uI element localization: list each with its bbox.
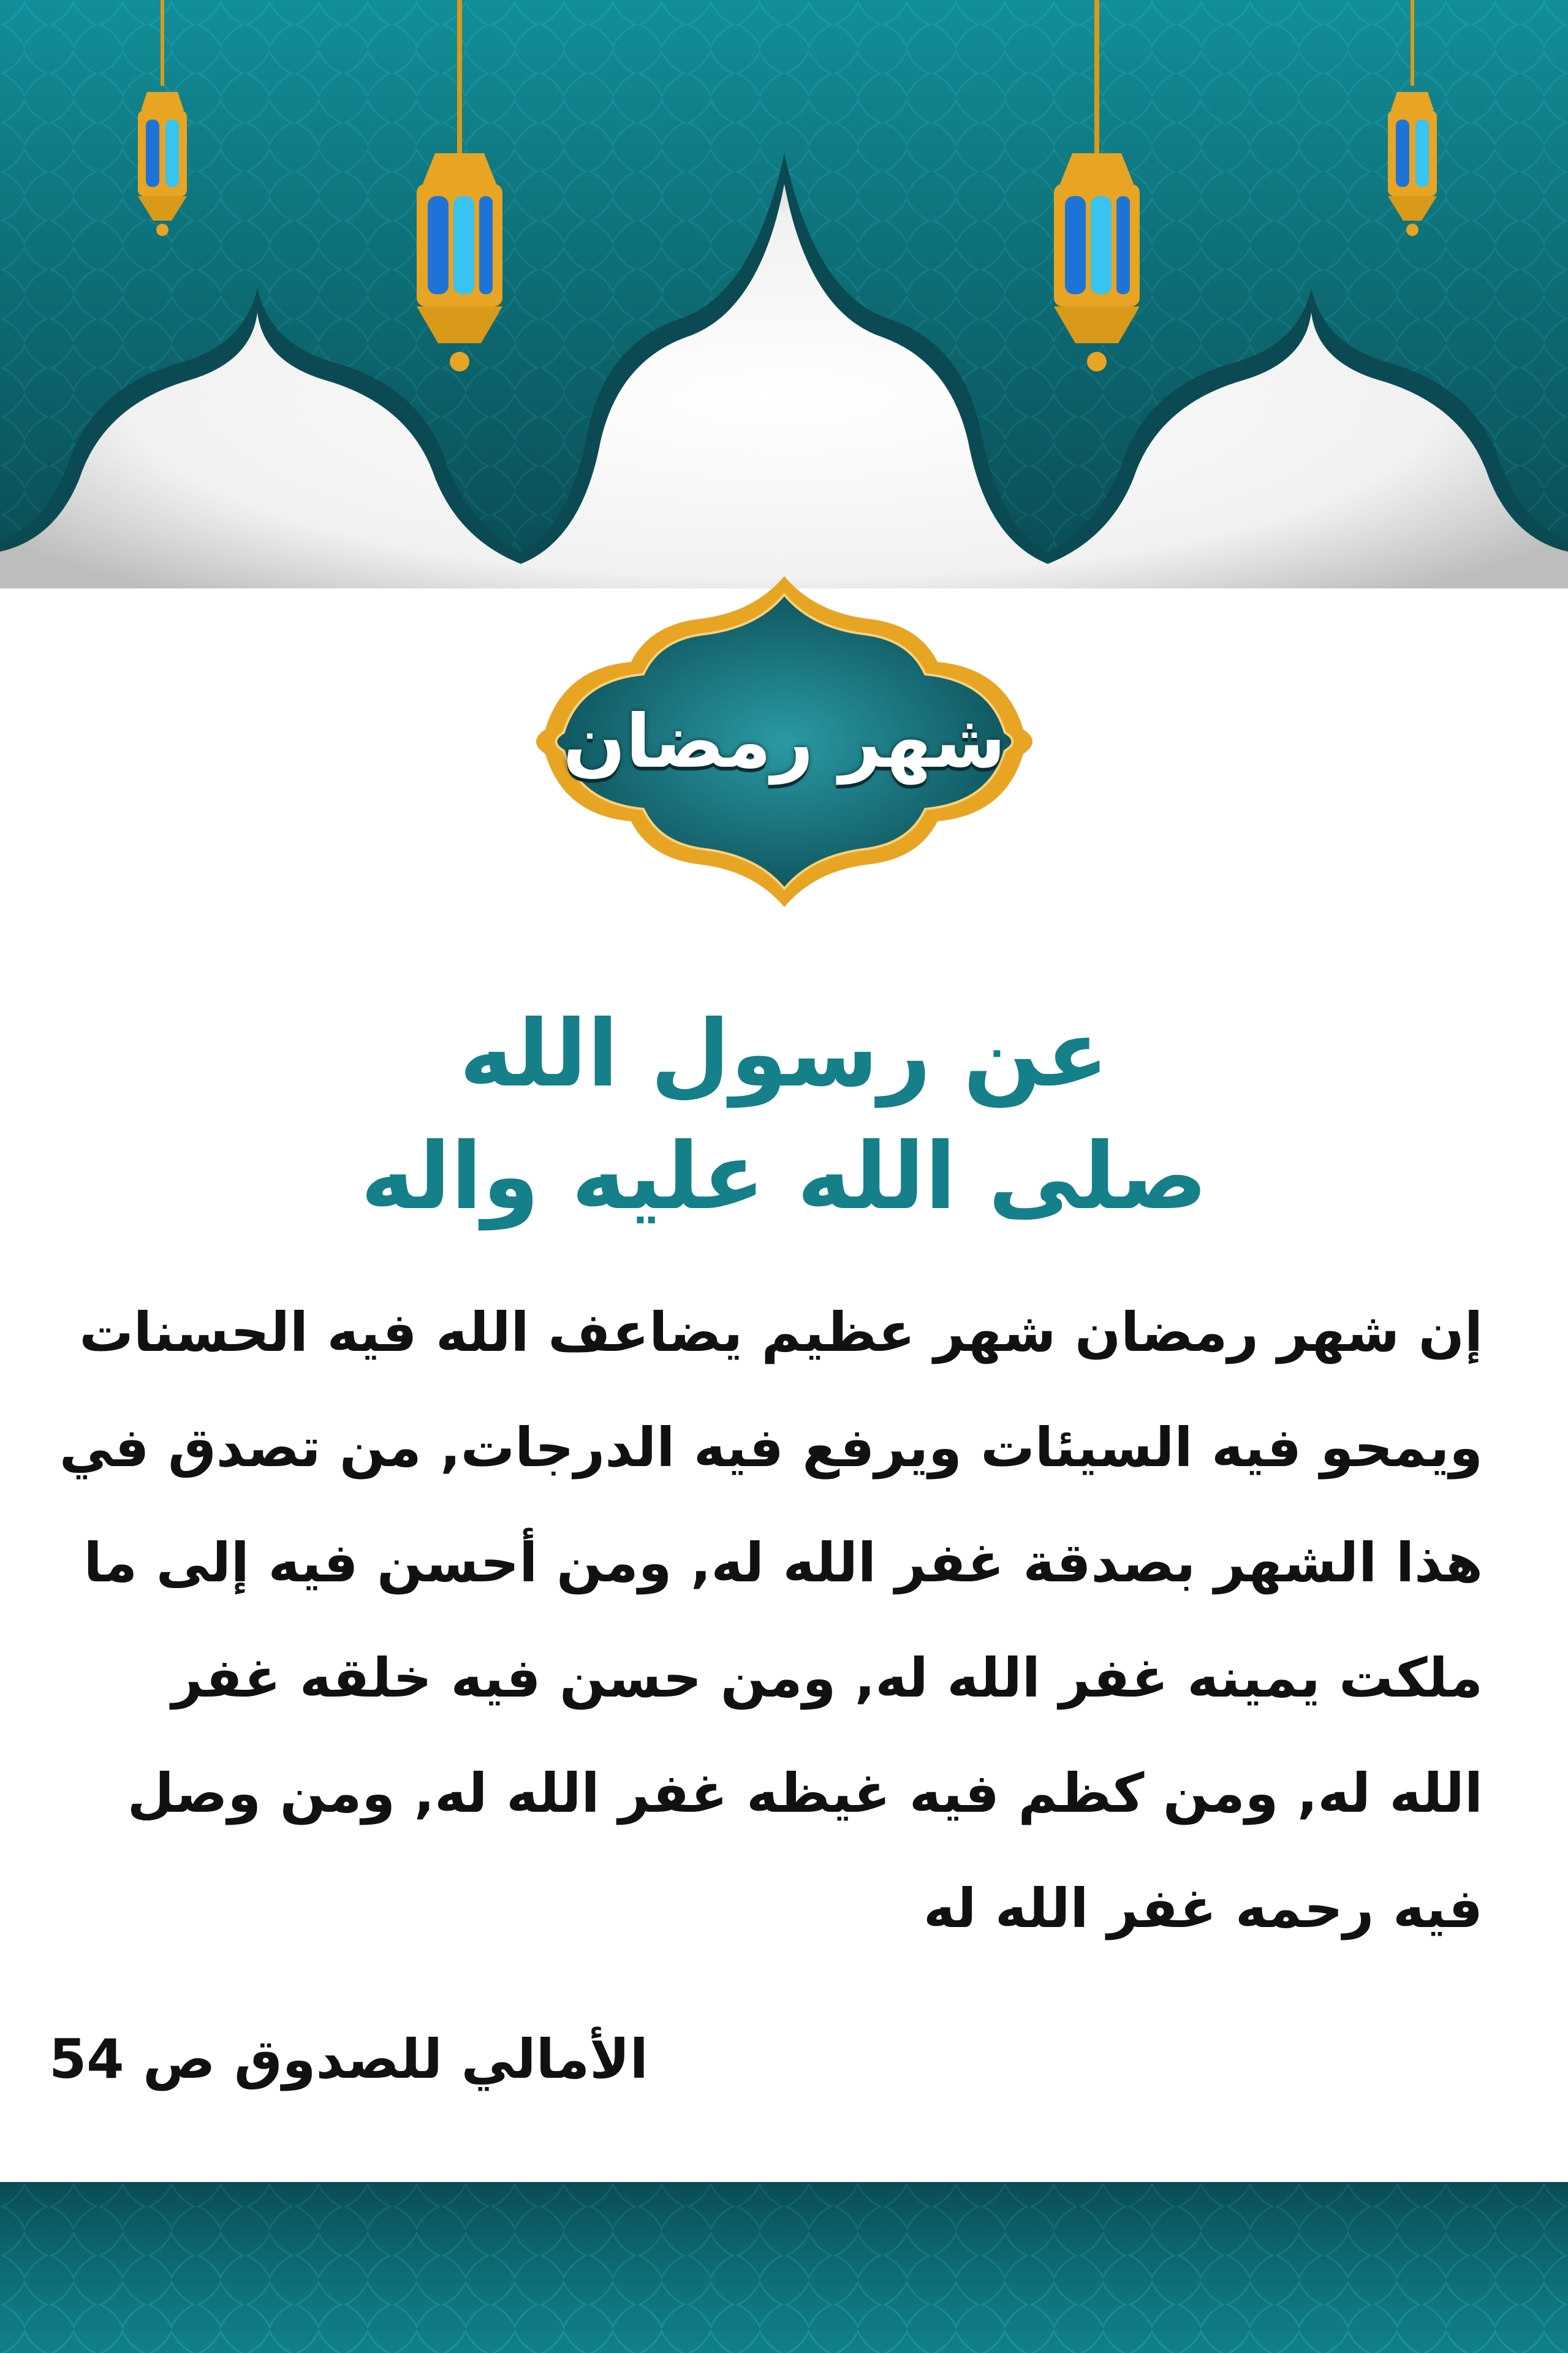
- lantern-icon: [398, 0, 521, 380]
- heading-line-1: عن رسول الله: [459, 1001, 1109, 1108]
- hadith-text: [59, 1275, 1483, 1966]
- lantern-icon: [1036, 0, 1158, 380]
- title-badge: [527, 570, 1042, 913]
- header-decoration: [0, 0, 1568, 613]
- arch-pattern-background: [0, 0, 1568, 613]
- hadith-line: ملكت يمينه غفر الله له, ومن حسن فيه خلقه غفر: [172, 1646, 1483, 1709]
- hadith-line: ويمحو فيه السيئات ويرفع فيه الدرجات, من تصدق في: [59, 1416, 1483, 1479]
- lantern-icon: [123, 0, 202, 245]
- hadith-line: إن شهر رمضان شهر عظيم يضاعف الله فيه الحسنات: [79, 1301, 1483, 1364]
- hadith-line: فيه رحمه غفر الله له: [923, 1877, 1483, 1940]
- badge-title: شهر رمضان: [562, 699, 1006, 785]
- heading-line-2: صلى الله عليه واله: [360, 1123, 1208, 1230]
- lantern-icon: [1373, 0, 1452, 245]
- hadith-line: الله له, ومن كظم فيه غيظه غفر الله له, ومن وصل: [127, 1762, 1483, 1825]
- source-reference: الأمالي للصدوق ص 54: [49, 2028, 648, 2091]
- footer-decoration: [0, 2182, 1568, 2353]
- hadith-line: هذا الشهر بصدقة غفر الله له, ومن أحسن فيه إلى ما: [83, 1531, 1483, 1594]
- hadith-attribution: [0, 993, 1568, 1238]
- pattern-footer-background: [0, 2182, 1568, 2353]
